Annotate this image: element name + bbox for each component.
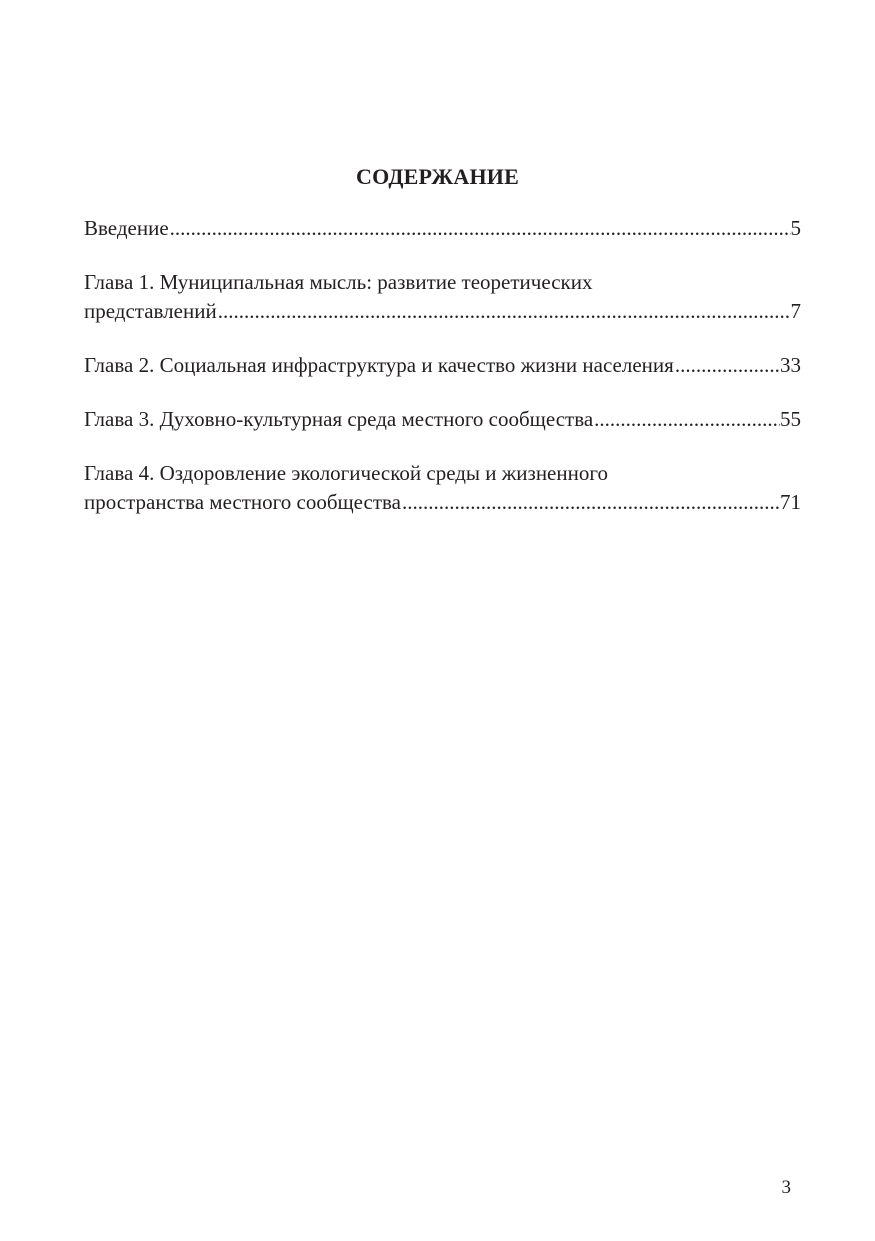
toc-entry-chapter-4[interactable] [84,459,801,517]
toc-entry-line [84,405,801,434]
toc-title: СОДЕРЖАНИЕ [356,164,519,189]
toc-entry-title: Введение [84,216,169,240]
toc-entry-line [84,297,801,326]
toc-dot-leader [674,351,780,380]
page-number: 3 [781,1177,791,1198]
toc-entry-title: Глава 3. Духовно-культурная среда местного сообщества [84,407,594,431]
toc-entry-title: представлений [84,299,217,323]
toc-page-ref: 5 [790,216,801,240]
toc-entry-chapter-1[interactable] [84,268,801,326]
toc-entry-chapter-3[interactable] [84,405,801,434]
toc-page-ref: 33 [780,353,801,377]
toc-entry-line [84,351,801,380]
toc-entry-line [84,214,801,243]
toc-page-ref: 7 [790,299,801,323]
toc-page-ref: 55 [780,407,801,431]
toc-dot-leader [401,488,780,517]
toc-entry-introduction[interactable] [84,214,801,243]
toc-entry-title-line: Глава 1. Муниципальная мысль: развитие теоретических [84,270,593,294]
toc-entry-title-line: Глава 4. Оздоровление экологической среды и жизненного [84,461,608,485]
toc-page-ref: 71 [780,490,801,514]
toc-dot-leader [593,405,780,434]
toc-entry-chapter-2[interactable] [84,351,801,380]
toc-dot-leader [169,214,791,243]
toc-entry-line [84,488,801,517]
toc-entry-title: Глава 2. Социальная инфраструктура и качество жизни населения [84,353,674,377]
toc-entry-title: пространства местного сообщества [84,490,401,514]
toc-dot-leader [217,297,791,326]
table-of-contents [84,214,801,542]
